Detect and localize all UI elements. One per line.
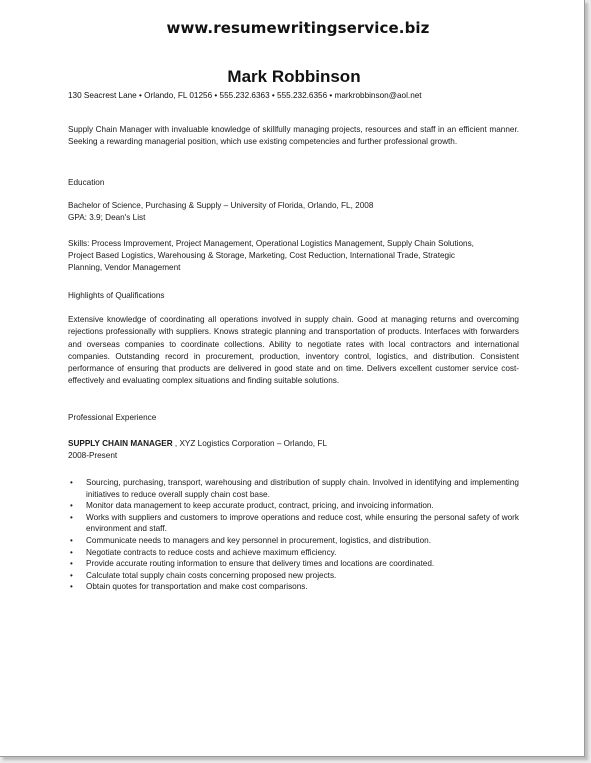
job-duties-list xyxy=(68,477,519,593)
list-item: • Provide accurate routing information to ensure that delivery times and locations are coordinated. xyxy=(70,559,435,569)
job-dates: 2008-Present xyxy=(68,451,118,460)
list-item: • Negotiate contracts to reduce costs and achieve maximum efficiency. xyxy=(70,547,337,557)
bullet-dot: • xyxy=(70,559,73,569)
list-item: • Calculate total supply chain costs concerning proposed new projects. xyxy=(70,570,337,580)
bullet-dot: • xyxy=(70,501,73,511)
bullet-dot: • xyxy=(70,478,73,487)
education-gpa: GPA: 3.9; Dean's List xyxy=(68,213,146,222)
candidate-name: Mark Robbinson xyxy=(227,67,361,86)
summary-paragraph: Supply Chain Manager with invaluable knowledge of skillfully managing projects, resources and staff in an efficient manner. Seeking a rewarding managerial position, which use existing competencies and further professional growth. xyxy=(68,125,519,146)
list-item: • Sourcing, purchasing, transport, warehousing and distribution of supply chain. Involved in identifying and implementing initiatives to reduce overall supply chain cost base. xyxy=(70,478,519,499)
highlights-heading: Highlights of Qualifications xyxy=(68,291,165,300)
list-item: • Monitor data management to keep accurate product, contract, pricing, and invoicing information. xyxy=(70,501,434,511)
list-item: • Obtain quotes for transportation and make cost comparisons. xyxy=(70,582,308,592)
site-url: www.resumewritingservice.biz xyxy=(166,19,430,37)
bullet-dot: • xyxy=(70,582,73,592)
experience-heading: Professional Experience xyxy=(68,413,157,422)
list-item: • Works with suppliers and customers to improve operations and reduce cost, while ensuring the personal safety of work environment and staff. xyxy=(70,512,519,534)
job-company: , XYZ Logistics Corporation – Orlando, FL xyxy=(172,439,327,448)
skills-paragraph: Skills: Process Improvement, Project Management, Operational Logistics Management, Supply Chain Solutions, Project Based Logistics, Warehousing & Storage, Marketing, Cost Reduction, International Trade, Strategic Planning, Vendor Management xyxy=(68,239,474,272)
job-header xyxy=(68,438,519,450)
contact-line: 130 Seacrest Lane • Orlando, FL 01256 • 555.232.6363 • 555.232.6356 • markrobbinson@aol.net xyxy=(68,91,422,100)
bullet-dot: • xyxy=(70,570,73,580)
bullet-dot: • xyxy=(70,535,73,545)
bullet-dot: • xyxy=(70,547,73,557)
highlights-paragraph: Extensive knowledge of coordinating all operations involved in supply chain. Good at managing returns and overcoming rejections professionally with suppliers. Knows strategic planning and transportation of products. Interfaces with forwarders and overseas companies to coordinate collections. Ability to negotiate rates with local contractors and international companies. Outstanding record in procurement, production, inventory control, logistics, and distribution. Consistent performance of ensuring that products are delivered in good state and on time. Delivers excellent customer service cost-effectively and evaluating complex situations and finding suitable solutions. xyxy=(68,315,519,386)
job-title: SUPPLY CHAIN MANAGER xyxy=(68,439,173,448)
bullet-dot: • xyxy=(70,512,73,522)
education-degree: Bachelor of Science, Purchasing & Supply – University of Florida, Orlando, FL, 2008 xyxy=(68,201,374,210)
education-heading: Education xyxy=(68,178,105,187)
list-item: • Communicate needs to managers and key personnel in procurement, logistics, and distribution. xyxy=(70,535,431,545)
